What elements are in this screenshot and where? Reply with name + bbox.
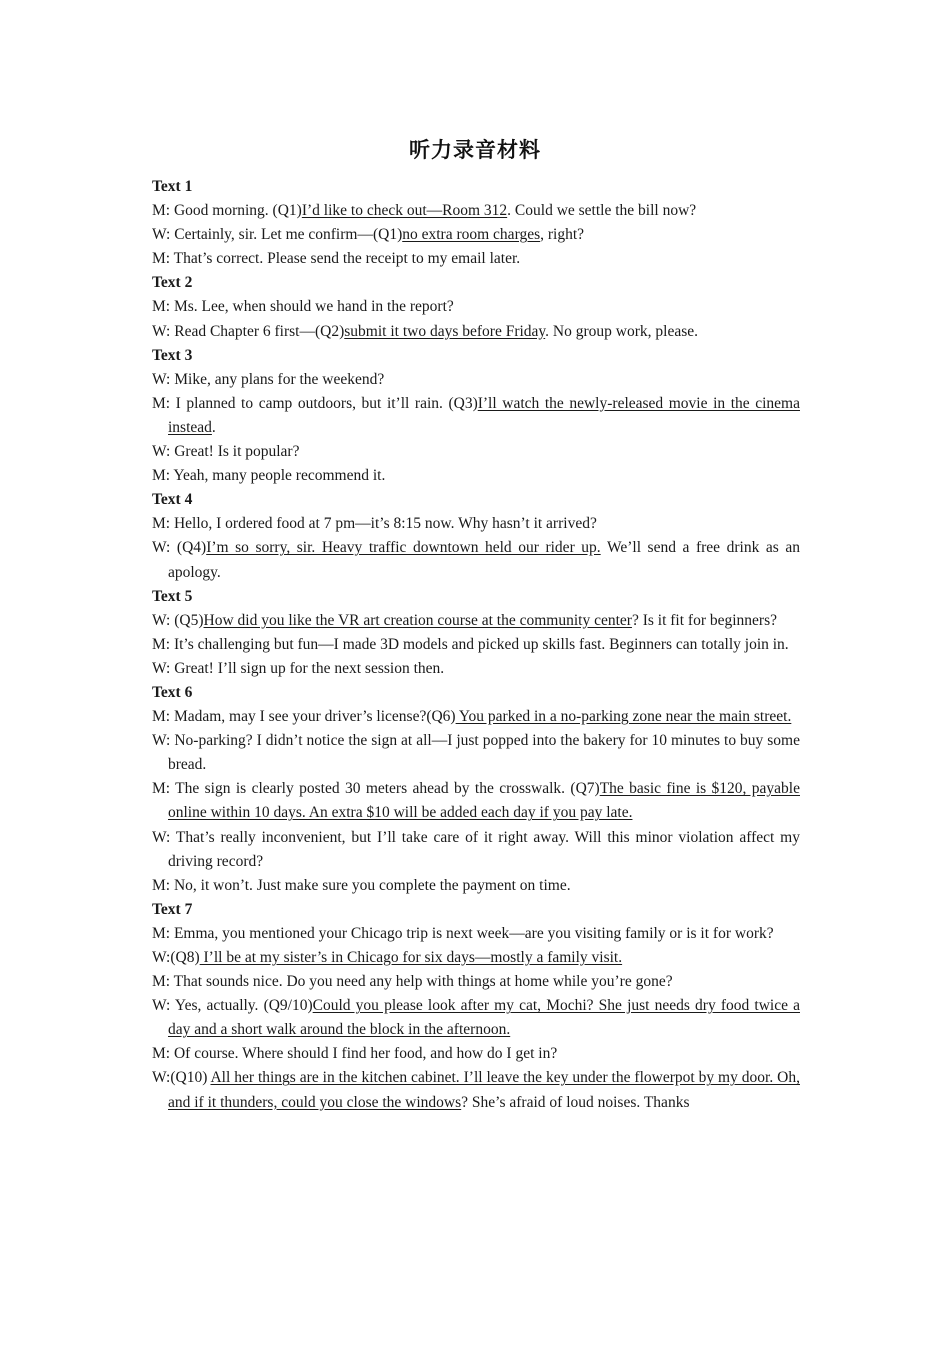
dialogue-line <box>152 946 800 970</box>
line-text: W: Yes, actually. (Q9/10) <box>152 997 313 1015</box>
dialogue-line <box>152 1066 800 1114</box>
line-text: M: Yeah, many people recommend it. <box>152 467 386 485</box>
answer-underlined: I’d like to check out—Room 312 <box>301 202 508 220</box>
text-heading: Text 7 <box>152 900 193 918</box>
dialogue-line <box>152 970 800 994</box>
line-text: W: Certainly, sir. Let me confirm—(Q1) <box>152 226 403 244</box>
line-text: M: The sign is clearly posted 30 meters ahead by the crosswalk. (Q7) <box>152 780 600 798</box>
line-text: M: That’s correct. Please send the receipt to my email later. <box>152 250 521 268</box>
dialogue-line <box>152 368 800 392</box>
dialogue-line <box>152 536 800 584</box>
dialogue-line <box>152 223 800 247</box>
line-text: M: Madam, may I see your driver’s license?(Q6) <box>152 708 456 726</box>
line-text: M: That sounds nice. Do you need any help with things at home while you’re gone? <box>152 973 673 991</box>
dialogue-line <box>152 512 800 536</box>
line-text: W: Great! I’ll sign up for the next session then. <box>152 659 445 677</box>
dialogue-line <box>152 729 800 777</box>
text-heading: Text 1 <box>152 178 193 195</box>
line-text: M: Ms. Lee, when should we hand in the report? <box>152 298 454 316</box>
dialogue-line <box>152 1042 800 1066</box>
line-text-end: , right? <box>540 226 585 244</box>
text-heading: Text 3 <box>152 346 193 364</box>
line-text-end: . Could we settle the bill now? <box>507 202 697 220</box>
line-text: W:(Q10) <box>152 1069 211 1087</box>
line-text-end: . No group work, please. <box>545 322 698 340</box>
answer-underlined: submit it two days before Friday <box>344 322 546 340</box>
text-heading: Text 6 <box>152 683 193 701</box>
line-text: W: (Q5) <box>152 611 204 629</box>
line-text: M: Good morning. (Q1) <box>152 202 302 220</box>
page-title: 听力录音材料 <box>409 138 541 162</box>
line-text-end: ? Is it fit for beginners? <box>631 611 778 629</box>
dialogue-line <box>152 633 800 657</box>
dialogue-line <box>152 657 800 681</box>
text-heading: Text 2 <box>152 274 193 292</box>
dialogue-line <box>152 392 800 440</box>
answer-underlined: I’ll be at my sister’s in Chicago for six days—mostly a family visit. <box>199 949 623 966</box>
dialogue-line <box>152 922 800 946</box>
dialogue-line <box>152 464 800 488</box>
text-heading: Text 5 <box>152 587 193 605</box>
line-text: W: Read Chapter 6 first—(Q2) <box>152 322 345 340</box>
dialogue-line <box>152 826 800 874</box>
dialogue-line <box>152 320 800 344</box>
answer-underlined: Could you please look after my cat, Mochi? She just needs dry food twice a day and a short walk around the block in the afternoon. <box>168 997 800 1039</box>
answer-underlined: How did you like the VR art creation course at the community center <box>203 611 632 629</box>
dialogue-line <box>152 440 800 464</box>
dialogue-line <box>152 777 800 825</box>
dialogue-line <box>152 874 800 898</box>
line-text: M: No, it won’t. Just make sure you complete the payment on time. <box>152 876 571 894</box>
line-text: W: That’s really inconvenient, but I’ll take care of it right away. Will this minor violation affect my driving record? <box>152 828 800 870</box>
dialogue-line <box>152 199 800 223</box>
dialogue-line <box>152 994 800 1042</box>
line-text: M: Emma, you mentioned your Chicago trip is next week—are you visiting family or is it for work? <box>152 924 774 942</box>
line-text: W: No-parking? I didn’t notice the sign at all—I just popped into the bakery for 10 minutes to buy some bread. <box>152 732 800 774</box>
line-text: W: (Q4) <box>152 539 207 557</box>
dialogue-line <box>152 295 800 319</box>
dialogue-line <box>152 705 800 729</box>
line-text: W: Great! Is it popular? <box>152 443 300 461</box>
line-text: W:(Q8) <box>152 949 200 966</box>
line-text: M: I planned to camp outdoors, but it’ll rain. (Q3) <box>152 394 478 412</box>
answer-underlined: The basic fine is $120, payable online within 10 days. An extra $10 will be added each day if you pay late. <box>168 780 800 822</box>
line-text: M: Of course. Where should I find her food, and how do I get in? <box>152 1045 558 1063</box>
answer-underlined: You parked in a no-parking zone near the main street. <box>455 708 792 726</box>
line-text-end: . <box>211 418 216 436</box>
answer-underlined: All her things are in the kitchen cabinet. I’ll leave the key under the flowerpot by my door. Oh, and if it thunders, could you close the windows <box>168 1069 800 1111</box>
line-text-end: ? She’s afraid of loud noises. Thanks <box>461 1093 690 1111</box>
line-text-end: We’ll send a free drink as an apology. <box>168 539 800 581</box>
line-text: M: It’s challenging but fun—I made 3D models and picked up skills fast. Beginners can totally join in. <box>152 635 789 653</box>
answer-underlined: I’m so sorry, sir. Heavy traffic downtown held our rider up. <box>206 539 601 557</box>
transcript-body <box>152 175 800 1115</box>
dialogue-line <box>152 247 800 271</box>
dialogue-line <box>152 609 800 633</box>
text-heading: Text 4 <box>152 491 193 509</box>
answer-underlined: no extra room charges <box>402 226 541 244</box>
answer-underlined: I’ll watch the newly-released movie in the cinema instead <box>168 394 800 436</box>
line-text: M: Hello, I ordered food at 7 pm—it’s 8:15 now. Why hasn’t it arrived? <box>152 515 597 533</box>
line-text: W: Mike, any plans for the weekend? <box>152 370 385 388</box>
